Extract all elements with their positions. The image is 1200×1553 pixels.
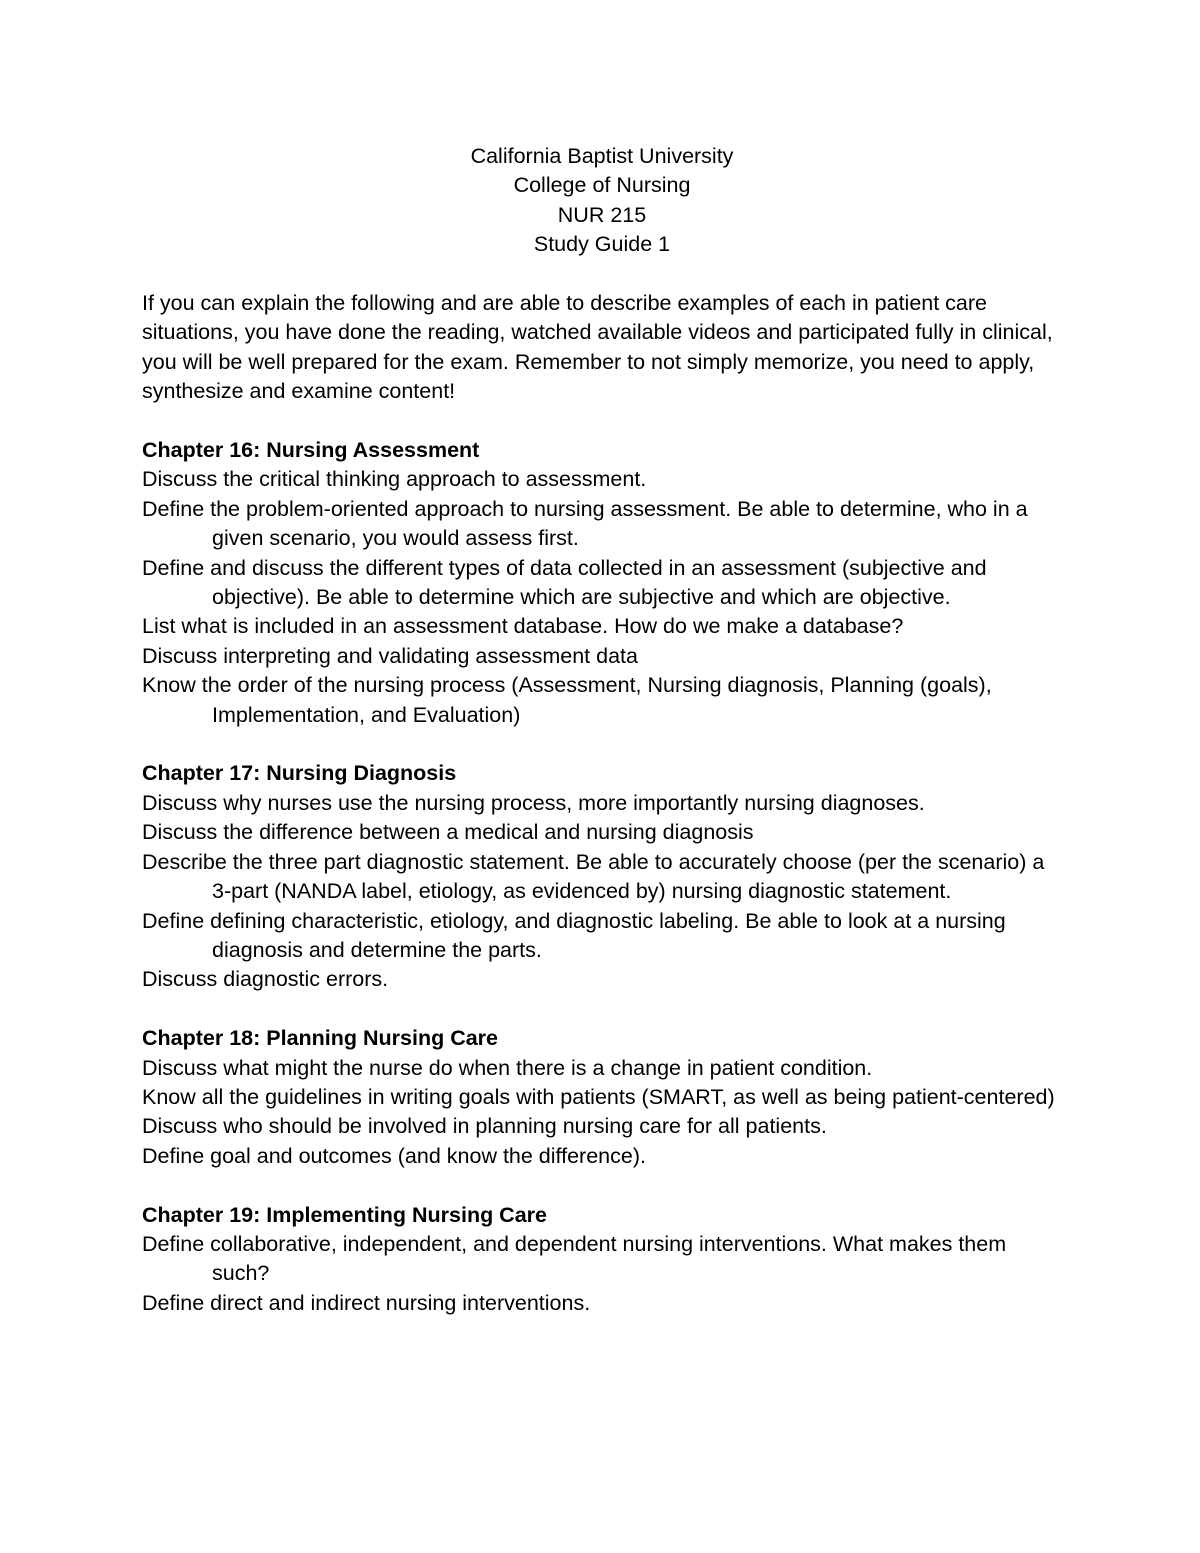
college-name: College of Nursing (513, 173, 691, 198)
chapter-section (142, 759, 1062, 994)
chapter-heading: Chapter 19: Implementing Nursing Care (142, 1202, 547, 1227)
study-item: Define goal and outcomes (and know the difference). (142, 1143, 646, 1168)
study-item: Know all the guidelines in writing goals with patients (SMART, as well as being patient-centered) (142, 1084, 1055, 1109)
chapter-section (142, 1201, 1062, 1319)
intro-paragraph: If you can explain the following and are able to describe examples of each in patient care situations, you have done the reading, watched available videos and participated fully in clinical, you will be well prepared for the exam. Remember to not simply memorize, you need to apply, synthesize and examine content! (142, 291, 1053, 404)
chapter-heading: Chapter 18: Planning Nursing Care (142, 1026, 499, 1051)
study-item: Define defining characteristic, etiology, and diagnostic labeling. Be able to look at a nursing diagnosis and determine the parts. (142, 908, 1006, 962)
chapter-section (142, 1024, 1062, 1171)
chapter-heading: Chapter 16: Nursing Assessment (142, 438, 480, 463)
course-code: NUR 215 (557, 202, 647, 227)
study-item: Define the problem-oriented approach to nursing assessment. Be able to determine, who in a given scenario, you would assess first. (142, 496, 1028, 551)
university-name: California Baptist University (470, 144, 734, 168)
study-item: Discuss interpreting and validating assessment data (142, 643, 638, 668)
study-item: Define collaborative, independent, and dependent nursing interventions. What makes them such? (142, 1231, 1007, 1286)
study-item: Describe the three part diagnostic statement. Be able to accurately choose (per the scenario) a 3-part (NANDA label, etiology, as evidenced by) nursing diagnostic statement. (142, 849, 1045, 904)
study-item: Discuss diagnostic errors. (142, 967, 389, 992)
chapter-section (142, 436, 1062, 730)
study-item: Discuss the difference between a medical and nursing diagnosis (142, 820, 754, 845)
document-header (142, 142, 1062, 260)
study-item: Discuss who should be involved in planning nursing care for all patients. (142, 1114, 827, 1139)
chapter-heading: Chapter 17: Nursing Diagnosis (142, 761, 457, 786)
study-item: Discuss what might the nurse do when there is a change in patient condition. (142, 1055, 873, 1080)
guide-title: Study Guide 1 (533, 232, 671, 257)
document-page (142, 142, 1062, 1348)
study-item: List what is included in an assessment database. How do we make a database? (142, 614, 904, 639)
study-item: Discuss the critical thinking approach to assessment. (142, 467, 647, 492)
study-item: Discuss why nurses use the nursing process, more importantly nursing diagnoses. (142, 790, 925, 815)
study-item: Define and discuss the different types of data collected in an assessment (subjective and objective). Be able to determine which are subjective and which are objective. (142, 555, 987, 610)
study-item: Know the order of the nursing process (Assessment, Nursing diagnosis, Planning (goals), Implementation, and Evaluation) (142, 673, 992, 727)
study-item: Define direct and indirect nursing interventions. (142, 1290, 591, 1315)
